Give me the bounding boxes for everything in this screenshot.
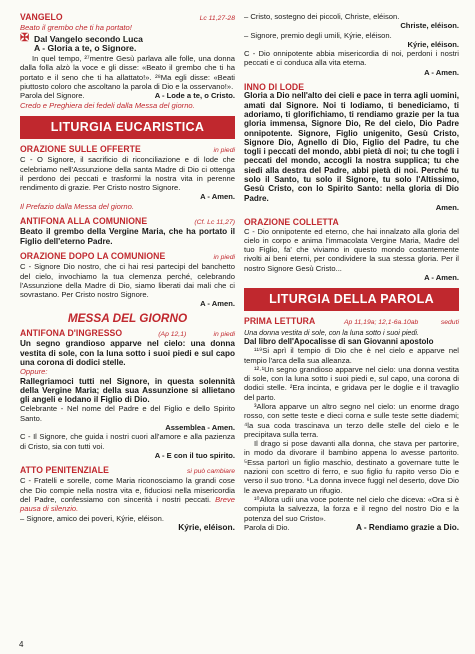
kyrie2-resp: Kýrie, eléison. [407, 39, 459, 49]
lettura-text3: ³Allora apparve un altro segno nel cielo: un enorme drago rosso, con sette teste e dieci corna e sulle teste sette diademi; ⁴la sua coda trascinava un terzo delle stelle del cielo e le precipitava sulla terra. [244, 401, 459, 439]
lettura-text4: Il drago si pose davanti alla donna, che stava per partorire, in modo da divorare il bambino appena lo avesse partorito. ⁵Essa partorì un figlio maschio, destinato a governare tutte le nazioni con scettro di ferro, e suo figlio fu rapito verso Dio e verso il suo trono. ⁶La donna invece fuggì nel deserto, dove Dio le aveva preparato un rifugio. [244, 439, 459, 495]
vangelo-closing-row [20, 91, 235, 100]
inno-heading [244, 82, 459, 91]
vangelo-intro [20, 31, 235, 54]
penitenziale-invocation: – Signore, amico dei poveri, Kýrie, eléison. [20, 513, 164, 523]
dopo-comunione-heading [20, 251, 235, 262]
banner-liturgia-della-parola: LITURGIA DELLA PAROLA [244, 288, 459, 311]
cross-icon: ✠ [20, 31, 30, 44]
absolution-amen: A - Amen. [424, 67, 459, 77]
ingresso-ref: (Ap 12,1) [158, 331, 187, 339]
lettura-closing-row [244, 523, 459, 532]
vangelo-ref: Lc 11,27-28 [199, 15, 235, 22]
colletta-title: ORAZIONE COLLETTA [244, 216, 339, 228]
dopo-comunione-amen-row [20, 299, 235, 308]
colletta-text: C - Dio onnipotente ed eterno, che hai innalzato alla gloria del cielo in corpo e anima l'immacolata Vergine Maria, Madre del tuo Figlio, fa' che viviamo in questo mondo costantemente rivolti ai beni eterni, per condividere la sua stessa gloria. Per il nostro Signore Gesù Cristo... [244, 226, 459, 273]
comunione-title: ANTIFONA ALLA COMUNIONE [20, 215, 148, 227]
lettura-pos: seduti [440, 319, 459, 327]
offerte-heading [20, 144, 235, 155]
lettura-subtitle: Una donna vestita di sole, con la luna sotto i suoi piedi. [244, 327, 420, 337]
offerte-amen: A - Amen. [200, 192, 235, 202]
vangelo-text: In quel tempo, ²⁷mentre Gesù parlava alle folle, una donna dalla folla alzò la voce e gli disse: «Beato il grembo che ti ha portato e il seno che ti ha allattato!». ²⁸Ma egli disse: «Beati piuttosto coloro che ascoltano la parola di Dio e la osservano!». [20, 54, 235, 92]
ingresso-grace: C - Il Signore, che guida i nostri cuori all'amore e alla pazienza di Cristo, sia con tutti voi. [20, 432, 235, 451]
colletta-heading [244, 217, 459, 226]
dopo-comunione-amen: A - Amen. [200, 299, 235, 309]
left-column [20, 12, 235, 532]
absolution: C - Dio onnipotente abbia misericordia di noi, perdoni i nostri peccati e ci conduca alla vita eterna. [244, 49, 459, 68]
ingresso-pos: in piedi [213, 331, 235, 339]
vangelo-closing: Parola del Signore. [20, 91, 85, 101]
ingresso-title: ANTIFONA D'INGRESSO [20, 327, 123, 339]
vangelo-note: Credo e Preghiera dei fedeli dalla Messa del giorno. [20, 100, 195, 110]
vangelo-from: Dal Vangelo secondo Luca [34, 33, 143, 44]
kyrie1: – Cristo, sostegno dei piccoli, Christe, eléison. [244, 12, 400, 21]
offerte-ref: in piedi [213, 146, 235, 154]
ingresso-grace-row [20, 451, 235, 460]
lettura-text1: ¹¹⁹Si aprì il tempio di Dio che è nel cielo e apparve nel tempio l'arca della sua alleanza. [244, 346, 459, 365]
penitenziale-pause: Breve pausa di silenzio. [20, 495, 235, 514]
ingresso-assemblea-row [20, 423, 235, 432]
dopo-comunione-title: ORAZIONE DOPO LA COMUNIONE [20, 249, 166, 261]
offerte-text: C - O Signore, il sacrificio di riconciliazione e di lode che celebriamo nell'Assunzione della santa Madre di Dio ci ottenga il perdono dei peccati e trasformi la nostra vita in perenne rendimento di grazie. Per Cristo nostro Signore. [20, 155, 235, 193]
right-column [244, 12, 459, 532]
inno-amen: Amen. [435, 202, 459, 212]
inno-text: Gloria a Dio nell'alto dei cieli e pace in terra agli uomini, amati dal Signore. Noi ti lodiamo, ti benediciamo, ti adoriamo, ti glorifichiamo, ti rendiamo grazie per la tua gloria immensa, Signore Dio, Re del cielo, Dio Padre onnipotente. Signore, Figlio unigenito, Gesù Cristo, Signore Dio, Agnello di Dio, Figlio del Padre, tu che togli i peccati del mondo, abbi pietà di noi; tu che togli i peccati del mondo, accogli la nostra supplica; tu che siedi alla destra del Padre, abbi pietà di noi. Perché tu solo il Santo, tu solo il Signore, tu solo l'Altissimo, Gesù Cristo, con lo Spirito Santo: nella gloria di Dio Padre. [244, 91, 459, 203]
penitenziale-title: ATTO PENITENZIALE [20, 464, 109, 476]
messa-del-giorno-title: MESSA DEL GIORNO [67, 310, 188, 325]
offerte-title: ORAZIONE SULLE OFFERTE [20, 142, 141, 154]
lettura-text2: ¹²·¹Un segno grandioso apparve nel cielo: una donna vestita di sole, con la luna sotto i suoi piedi e, sul capo, una corona di dodici stelle. ²Era incinta, e gridava per le doglie e il travaglio del parto. [244, 364, 459, 402]
dopo-comunione-ref: in piedi [213, 253, 235, 261]
lettura-ref: Ap 11,19a; 12,1-6a.10ab [344, 319, 419, 327]
ingresso-celebrante: Celebrante - Nel nome del Padre e del Figlio e dello Spirito Santo. [20, 404, 235, 423]
lettura-closing: Parola di Dio. [244, 522, 290, 532]
ingresso-text: Un segno grandioso apparve nel cielo: una donna vestita di sole, con la luna sotto i suoi piedi e sul capo una corona di dodici stelle. [20, 339, 235, 367]
kyrie1-row [244, 21, 459, 30]
lettura-from: Dal libro dell'Apocalisse di san Giovanni apostolo [244, 336, 434, 346]
kyrie2: – Signore, premio degli umili, Kýrie, eléison. [244, 30, 392, 40]
ingresso-heading [20, 328, 235, 339]
penitenziale-resp-row [20, 523, 235, 532]
page-number: 4 [19, 640, 24, 649]
comunione-heading [20, 216, 235, 227]
offerte-amen-row [20, 192, 235, 201]
inno-title: INNO DI LODE [244, 81, 305, 93]
ingresso-oppure: Oppure: [20, 367, 48, 377]
penitenziale-ref: si può cambiare [187, 468, 235, 476]
ingresso-assemblea: Assemblea - Amen. [165, 422, 235, 432]
dopo-comunione-text: C - Signore Dio nostro, che ci hai resi partecipi del banchetto del cielo, invochiamo la tua clemenza perché, celebrando l'Assunzione della Madre di Dio, siamo liberati dai mali che ci sovrastano. Per Cristo nostro Signore. [20, 262, 235, 300]
kyrie2-row [244, 40, 459, 49]
banner-liturgia-eucaristica: LITURGIA EUCARISTICA [20, 116, 235, 139]
comunione-ref: (Cf. Lc 11,27) [194, 219, 235, 227]
vangelo-acclamation: A - Gloria a te, o Signore. [34, 42, 137, 53]
offerte-note: Il Prefazio dalla Messa del giorno. [20, 201, 134, 211]
penitenziale-invocation-resp: Kýrie, eléison. [178, 521, 235, 532]
lettura-title: PRIMA LETTURA [244, 315, 316, 327]
ingresso-grace-resp: A - E con il tuo spirito. [154, 450, 235, 460]
inno-amen-row [244, 203, 459, 212]
lettura-text5: ¹⁰Allora udii una voce potente nel cielo che diceva: «Ora si è compiuta la salvezza, la forza e il regno del nostro Dio e la potenza del suo Cristo». [244, 494, 459, 523]
colletta-amen: A - Amen. [424, 273, 459, 283]
lettura-closing-resp: A - Rendiamo grazie a Dio. [356, 522, 459, 532]
vangelo-heading [20, 12, 235, 23]
absolution-row [244, 68, 459, 77]
lettura-heading [244, 316, 459, 327]
penitenziale-heading [20, 465, 235, 476]
vangelo-subtitle: Beato il grembo che ti ha portato! [20, 23, 132, 33]
kyrie1-resp: Christe, eléison. [400, 21, 459, 31]
vangelo-closing-resp: A - Lode a te, o Cristo. [154, 91, 235, 101]
ingresso-text2: Rallegriamoci tutti nel Signore, in questa solennità della Vergine Maria; della sua Assunzione si allietano gli angeli e lodano il Figlio di Dio. [20, 376, 235, 405]
comunione-text: Beato il grembo della Vergine Maria, che ha portato il Figlio dell'eterno Padre. [20, 227, 235, 246]
vangelo-title: VANGELO [20, 11, 63, 22]
penitenziale-text: C - Fratelli e sorelle, come Maria riconosciamo la grandi cose che Dio compie nella nostra vita e, fiduciosi nella misericordia del Padre, confessiamo con sincerità i nostri peccati. Breve pausa di silenzio. [20, 476, 235, 514]
colletta-amen-row [244, 273, 459, 282]
